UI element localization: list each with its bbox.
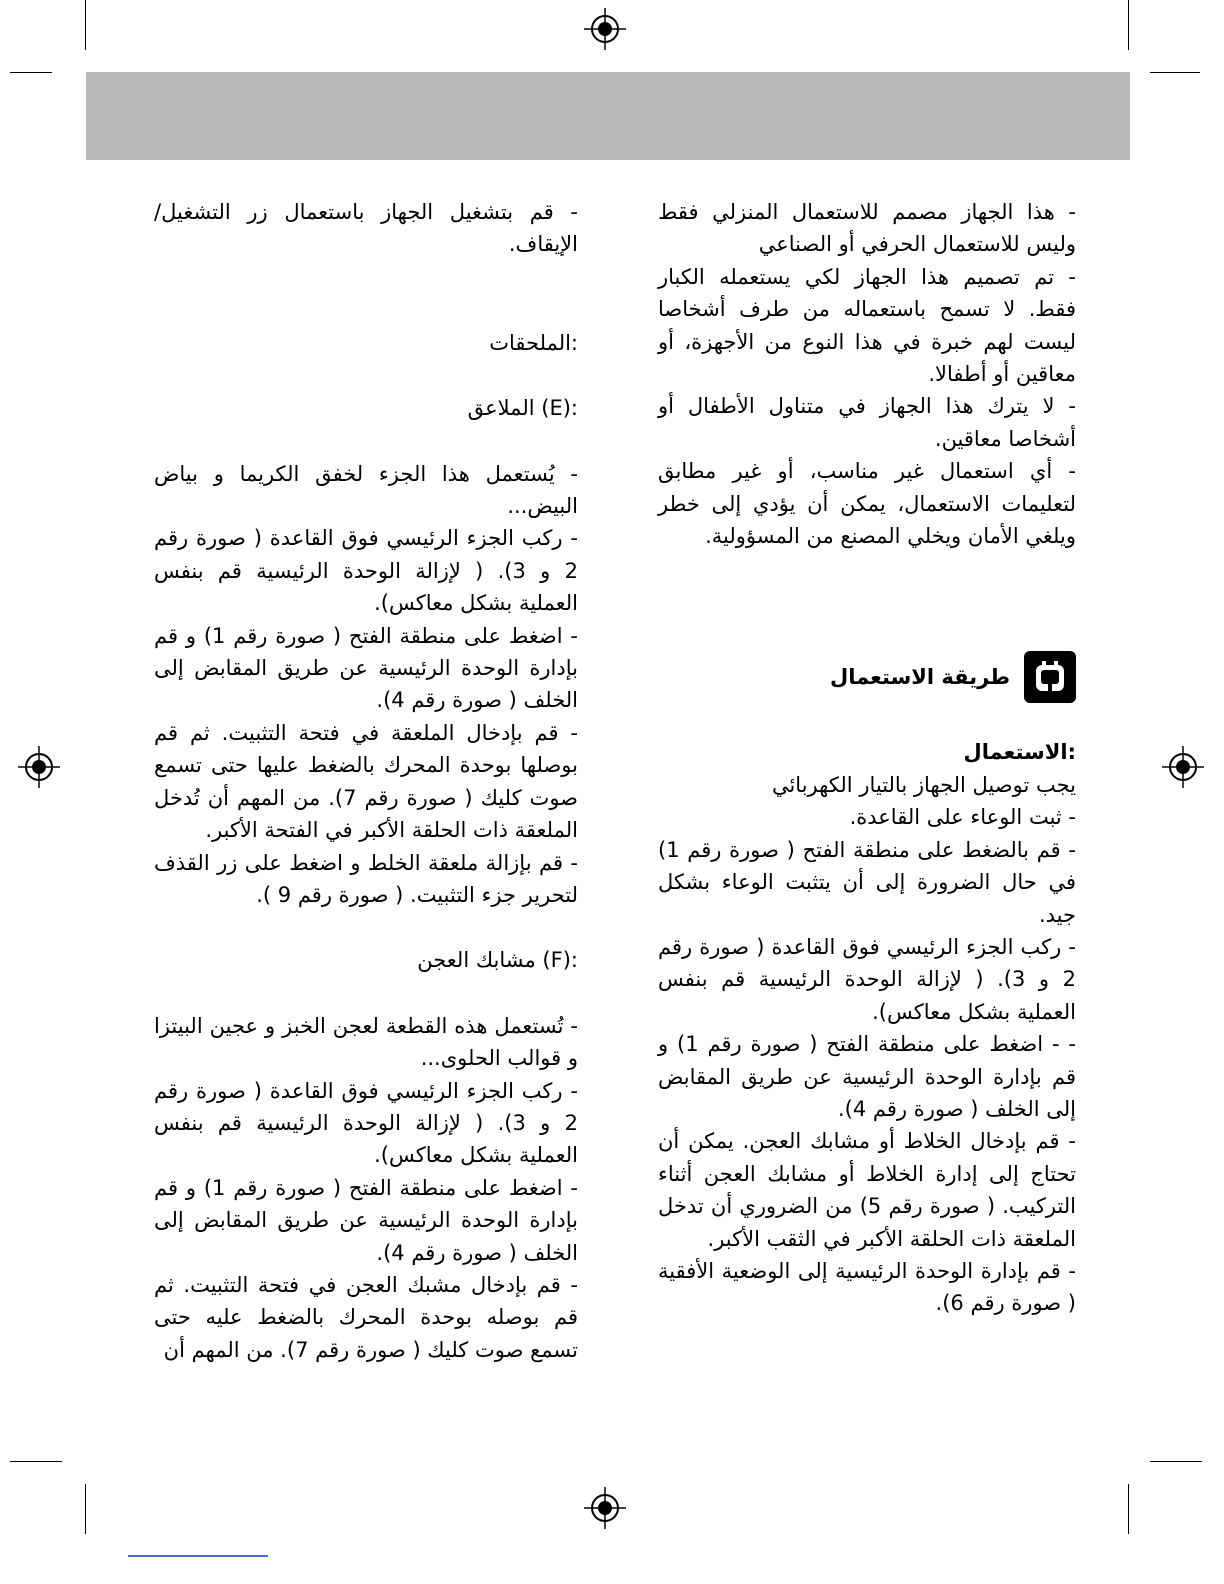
whisk-heading: :(E) الملاعق <box>467 396 578 421</box>
registration-mark-icon <box>584 1487 626 1529</box>
accessories-heading: :الملحقات <box>489 330 578 355</box>
power-on-step: - قم بتشغيل الجهاز باستعمال زر التشغيل/ الإيقاف. <box>154 200 578 257</box>
whisk-step-1: - يُستعمل هذا الجزء لخفق الكريما و بياض البيض... <box>154 461 578 519</box>
footer-line <box>128 1555 268 1557</box>
registration-mark-icon <box>584 8 626 50</box>
registration-mark-icon <box>18 746 60 788</box>
header-band <box>86 72 1130 160</box>
usage-step-1: يجب توصيل الجهاز بالتيار الكهربائي <box>771 772 1076 797</box>
spacer <box>658 552 1076 618</box>
crop-mark <box>1128 0 1129 50</box>
crop-mark <box>85 1484 86 1534</box>
plug-icon <box>1024 651 1076 703</box>
usage-step-6: - قم بإدخال الخلاط أو مشابك العجن. يمكن أن تحتاج إلى إدارة الخلاط أو مشابك العجن أثناء التركيب. ( صورة رقم 5) من الضروري أن تدخل الملعقة ذات الحلقة الأكبر في الثقب الأكبر. <box>658 1129 1076 1251</box>
left-column <box>154 196 578 1366</box>
crop-mark <box>10 72 52 73</box>
spacer <box>154 261 578 327</box>
crop-mark <box>1150 72 1200 73</box>
whisk-step-4: - قم بإدخال الملعقة في فتحة التثبيت. ثم قم بوصلها بوحدة المحرك بالضغط عليها حتى تسمع صوت كليك ( صورة رقم 7). من المهم أن تُدخل الملعقة ذات الحلقة الأكبر في الفتحة الأكبر. <box>154 720 579 843</box>
usage-step-2: - ثبت الوعاء على القاعدة. <box>849 805 1076 830</box>
safety-para-4: - أي استعمال غير مناسب، أو غير مطابق لتعليمات الاستعمال، يمكن أن يؤدي إلى خطر ويلغي الأمان ويخلي المصنع من المسؤولية. <box>658 459 1076 549</box>
spacer <box>154 977 578 1010</box>
spacer <box>154 425 578 458</box>
spacer <box>658 618 1076 651</box>
usage-step-5: - - اضغط على منطقة الفتح ( صورة رقم 1) و قم بإدارة الوحدة الرئيسية عن طريق المقابض إلى الخلف ( صورة رقم 4). <box>658 1032 1076 1121</box>
crop-mark <box>10 1461 62 1462</box>
dough-hook-step-2: - ركب الجزء الرئيسي فوق القاعدة ( صورة رقم 2 و 3). ( لإزالة الوحدة الرئيسية قم بنفس العملية بشكل معاكس). <box>154 1078 578 1168</box>
dough-hook-step-1: - تُستعمل هذه القطعة لعجن الخبز و عجين البيتزا و قوالب الحلوى... <box>154 1013 578 1071</box>
whisk-step-3: - اضغط على منطقة الفتح ( صورة رقم 1) و قم بإدارة الوحدة الرئيسية عن طريق المقابض إلى الخلف ( صورة رقم 4). <box>154 623 579 713</box>
usage-step-4: - ركب الجزء الرئيسي فوق القاعدة ( صورة رقم 2 و 3). ( لإزالة الوحدة الرئيسية قم بنفس العملية بشكل معاكس). <box>658 934 1076 1024</box>
registration-mark-icon <box>1162 746 1204 788</box>
dough-hook-step-3: - اضغط على منطقة الفتح ( صورة رقم 1) و قم بإدارة الوحدة الرئيسية عن طريق المقابض إلى الخلف ( صورة رقم 4). <box>154 1175 579 1265</box>
dough-hook-step-4: - قم بإدخال مشبك العجن في فتحة التثبيت. ثم قم بوصله بوحدة المحرك بالضغط عليه حتى تسمع صوت كليك ( صورة رقم 7). من المهم أن <box>154 1272 578 1362</box>
usage-step-3: - قم بالضغط على منطقة الفتح ( صورة رقم 1) في حال الضرورة إلى أن يتثبت الوعاء بشكل جيد. <box>658 837 1076 927</box>
spacer <box>154 359 578 392</box>
usage-heading: :الاستعمال <box>963 740 1076 765</box>
usage-section-header <box>658 651 1076 703</box>
right-column <box>658 196 1076 1320</box>
usage-section-title: طريقة الاستعمال <box>830 665 1010 690</box>
dough-hook-heading: :(F) مشابك العجن <box>417 948 578 973</box>
crop-mark <box>85 0 86 50</box>
crop-mark <box>1128 1484 1129 1534</box>
spacer <box>154 911 578 944</box>
safety-para-2: - تم تصميم هذا الجهاز لكي يستعمله الكبار فقط. لا تسمح باستعماله من طرف أشخاصا ليست لهم خبرة في هذا النوع من الأجهزة، أو معاقين أو أطفالا. <box>658 264 1076 387</box>
spacer <box>658 703 1076 736</box>
safety-para-3: - لا يترك هذا الجهاز في متناول الأطفال أو أشخاصا معاقين. <box>658 394 1076 451</box>
crop-mark <box>1150 1461 1202 1462</box>
whisk-step-5: - قم بإزالة ملعقة الخلط و اضغط على زر القذف لتحرير جزء التثبيت. ( صورة رقم 9 ). <box>154 850 578 907</box>
usage-step-7: - قم بإدارة الوحدة الرئيسية إلى الوضعية الأفقية ( صورة رقم 6). <box>658 1258 1076 1316</box>
whisk-step-2: - ركب الجزء الرئيسي فوق القاعدة ( صورة رقم 2 و 3). ( لإزالة الوحدة الرئيسية قم بنفس العملية بشكل معاكس). <box>154 526 578 616</box>
safety-para-1: - هذا الجهاز مصمم للاستعمال المنزلي فقط وليس للاستعمال الحرفي أو الصناعي <box>658 200 1076 257</box>
